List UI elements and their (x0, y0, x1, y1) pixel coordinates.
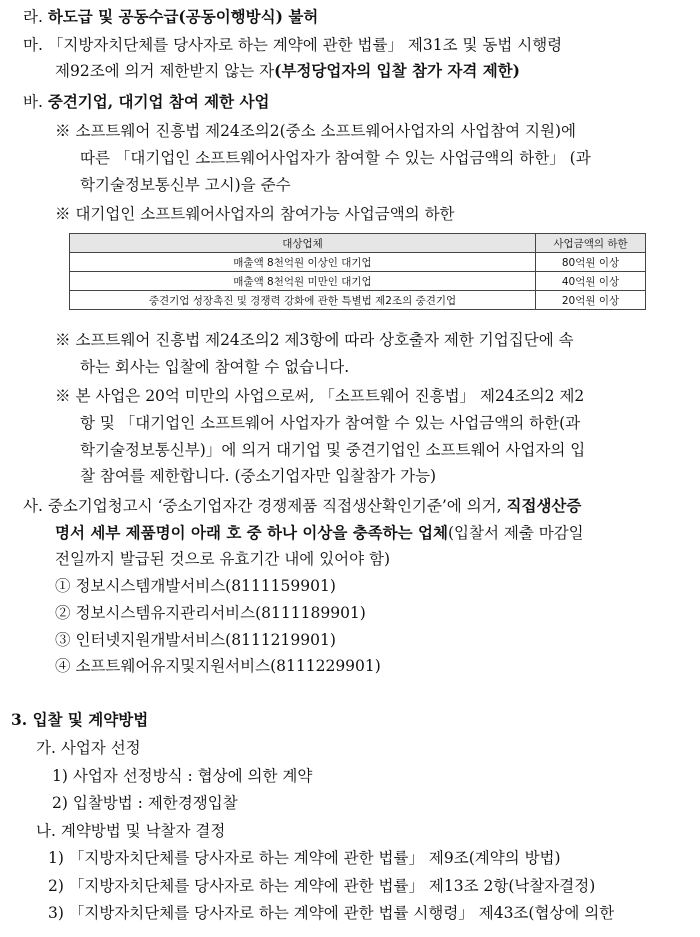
note4-mark: ※ (55, 387, 71, 405)
item-sa-text-line1: 중소기업청고시 ‘중소기업자간 경쟁제품 직접생산확인기준’에 의거, (47, 497, 507, 515)
table-header-row (70, 234, 646, 253)
table-cell-amount: 20억원 이상 (536, 291, 646, 310)
item-ra-marker: 라. (23, 8, 43, 26)
list-item-text: 정보시스템유지관리서비스(8111189901) (75, 604, 366, 622)
list-item-text: 「지방자치단체를 당사자로 하는 계약에 관한 법률」 제13조 2항(낙찰자결정) (68, 877, 596, 895)
section3-heading: 3. 입찰 및 계약방법 (11, 710, 149, 729)
note3-text-line1: 소프트웨어 진흥법 제24조의2 제3항에 따라 상호출자 제한 기업집단에 속 (75, 331, 574, 349)
list-item (55, 630, 336, 650)
table-cell-amount: 40억원 이상 (536, 272, 646, 291)
table-cell-target: 매출액 8천억원 미만인 대기업 (70, 272, 536, 291)
list-item (48, 876, 595, 896)
item-sa-bold-line2: 명서 세부 제품명이 아래 호 중 하나 이상을 충족하는 업체 (55, 523, 448, 542)
table-row (70, 253, 646, 272)
note2-mark: ※ (55, 205, 71, 223)
item-ma-line1 (23, 35, 562, 55)
list-item-number: 3) (48, 904, 64, 922)
list-item-number: ③ (55, 631, 71, 649)
table-cell-amount: 80억원 이상 (536, 253, 646, 272)
list-item (48, 848, 561, 868)
item-ba-marker: 바. (23, 93, 43, 111)
note1-text-line2: 따른 「대기업인 소프트웨어사업자가 참여할 수 있는 사업금액의 하한」 (과 (80, 149, 591, 167)
note3-text-line2: 하는 회사는 입찰에 참여할 수 없습니다. (80, 358, 350, 376)
list-item-text: 입찰방법 : 제한경쟁입찰 (72, 794, 238, 812)
item-ba-title: 중견기업, 대기업 참여 제한 사업 (47, 92, 270, 111)
list-item-number: ④ (55, 657, 71, 675)
note1-line2 (80, 148, 591, 168)
item-ma-text-line2: 제92조에 의거 제한받지 않는 자 (55, 62, 275, 80)
note1-text-line3: 학기술정보통신부 고시)을 준수 (80, 176, 291, 194)
list-item-text: 정보시스템개발서비스(8111159901) (75, 577, 336, 595)
note3-line2 (80, 357, 349, 377)
list-item-text: 인터넷지원개발서비스(8111219901) (75, 631, 336, 649)
list-item-text: 소프트웨어유지및지원서비스(8111229901) (75, 657, 381, 675)
section3-ga-marker: 가. (36, 739, 56, 757)
section3-ga-title: 사업자 선정 (60, 739, 141, 757)
note4-line2 (80, 413, 580, 433)
item-ra-title: 하도급 및 공동수급(공동이행방식) 불허 (47, 7, 319, 26)
list-item-number: 1) (48, 849, 64, 867)
list-item-text: 사업자 선정방식 : 협상에 의한 계약 (72, 767, 313, 785)
note4-text-line2: 항 및 「대기업인 소프트웨어 사업자가 참여할 수 있는 사업금액의 하한(과 (80, 414, 581, 432)
note4-line3 (80, 440, 585, 460)
item-ra (23, 7, 318, 27)
list-item-number: 2) (52, 794, 68, 812)
list-item-number: ① (55, 577, 71, 595)
note1-line3 (80, 175, 291, 195)
note4-line1 (55, 386, 584, 406)
item-sa-line1 (23, 496, 581, 516)
item-sa-text-line3: 전일까지 발급된 것으로 유효기간 내에 있어야 함) (55, 550, 391, 568)
item-ma-line2 (55, 61, 520, 81)
list-item (55, 603, 366, 623)
note1-text-line1: 소프트웨어 진흥법 제24조의2(중소 소프트웨어사업자의 사업참여 지원)에 (75, 122, 576, 140)
section3-ga (36, 738, 141, 758)
list-item (55, 576, 336, 596)
item-ma-text-line1: 「지방자치단체를 당사자로 하는 계약에 관한 법률」 제31조 및 동법 시행령 (47, 36, 563, 54)
item-ba (23, 92, 269, 112)
table-cell-target: 중견기업 성장촉진 및 경쟁력 강화에 관한 특별법 제2조의 중견기업 (70, 291, 536, 310)
participation-limit-table (69, 233, 646, 310)
table-header-amount: 사업금액의 하한 (536, 234, 646, 253)
list-item-number: ② (55, 604, 71, 622)
section3-na-title: 계약방법 및 낙찰자 결정 (60, 822, 226, 840)
note4-text-line1: 본 사업은 20억 미만의 사업으로써, 「소프트웨어 진흥법」 제24조의2 제2 (75, 387, 585, 405)
section3-na (36, 821, 225, 841)
item-sa-line3 (55, 549, 390, 569)
table-row (70, 291, 646, 310)
note4-text-line3: 학기술정보통신부)」에 의거 대기업 및 중견기업인 소프트웨어 사업자의 입 (80, 441, 586, 459)
list-item (52, 766, 312, 786)
list-item-number: 2) (48, 877, 64, 895)
list-item (55, 656, 381, 676)
item-sa-line2 (55, 523, 584, 543)
table-cell-target: 매출액 8천억원 이상인 대기업 (70, 253, 536, 272)
section3-na-marker: 나. (36, 822, 56, 840)
note1-mark: ※ (55, 122, 71, 140)
item-sa-marker: 사. (23, 497, 43, 515)
table-row (70, 272, 646, 291)
list-item-text: 「지방자치단체를 당사자로 하는 계약에 관한 법률 시행령」 제43조(협상에 의한 (68, 904, 615, 922)
note4-text-line4: 찰 참여를 제한합니다. (중소기업자만 입찰참가 가능) (80, 467, 437, 485)
item-sa-text-line2: (입찰서 제출 마감일 (447, 524, 584, 542)
item-ma-marker: 마. (23, 36, 43, 54)
note2-text: 대기업인 소프트웨어사업자의 참여가능 사업금액의 하한 (75, 205, 455, 223)
note4-line4 (80, 466, 436, 486)
note3-mark: ※ (55, 331, 71, 349)
item-ma-bold-note: (부정당업자의 입찰 참가 자격 제한) (274, 61, 520, 80)
list-item (52, 793, 238, 813)
item-sa-bold-line1: 직접생산증 (506, 496, 582, 515)
note2 (55, 204, 455, 224)
note1-line1 (55, 121, 576, 141)
note3-line1 (55, 330, 574, 350)
list-item-number: 1) (52, 767, 68, 785)
table-header-target: 대상업체 (70, 234, 536, 253)
list-item (48, 903, 614, 923)
list-item-text: 「지방자치단체를 당사자로 하는 계약에 관한 법률」 제9조(계약의 방법) (68, 849, 561, 867)
